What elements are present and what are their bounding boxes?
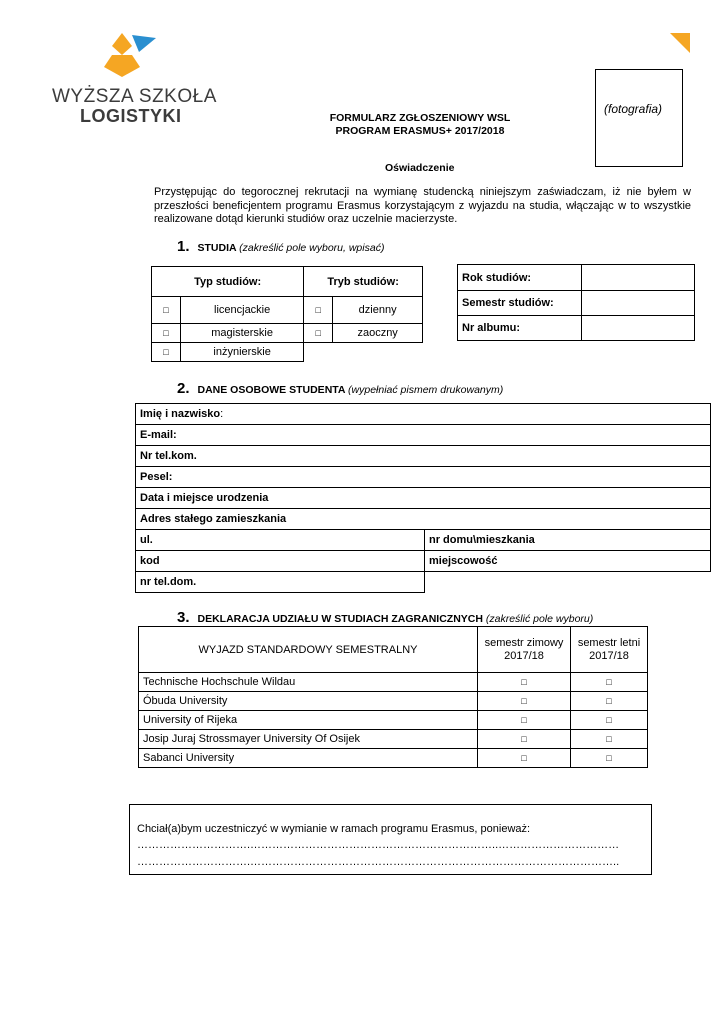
exchange-header: WYJAZD STANDARDOWY SEMESTRALNY (139, 627, 478, 673)
section3-number: 3. (177, 609, 190, 626)
summer-header (571, 627, 648, 673)
reason-line1[interactable]: ………………………….…………………………………………………………..…………………………… (137, 839, 620, 851)
field-name[interactable] (136, 404, 711, 425)
field-postcode[interactable]: kod (136, 551, 425, 572)
label-semestr-studiow: Semestr studiów: (458, 291, 582, 316)
reason-box[interactable] (129, 804, 652, 875)
type-licencjackie: licencjackie (181, 297, 304, 324)
form-title-line2: PROGRAM ERASMUS+ 2017/2018 (335, 125, 505, 137)
field-street[interactable]: ul. (136, 530, 425, 551)
field-semestr-studiow[interactable] (582, 291, 695, 316)
checkbox-summer[interactable]: □ (571, 673, 648, 692)
mode-zaoczny: zaoczny (333, 324, 423, 343)
field-nr-albumu[interactable] (582, 316, 695, 341)
field-city[interactable]: miejscowość (425, 551, 711, 572)
checkbox-winter[interactable]: □ (478, 711, 571, 730)
logo-line1: WYŻSZA SZKOŁA (52, 86, 217, 107)
section3-hint: (zakreślić pole wyboru) (485, 613, 594, 625)
logo-orange-shape-2 (104, 55, 122, 77)
section2-title: DANE OSOBOWE STUDENTA (197, 384, 346, 396)
declaration-title: Oświadczenie (385, 162, 455, 174)
mode-header: Tryb studiów: (304, 267, 423, 297)
section3-title: DEKLARACJA UDZIAŁU W STUDIACH ZAGRANICZNYCH (197, 613, 483, 625)
field-house[interactable]: nr domu\mieszkania (425, 530, 711, 551)
field-home-phone[interactable]: nr tel.dom. (136, 572, 425, 593)
type-magisterskie: magisterskie (181, 324, 304, 343)
checkbox-summer[interactable]: □ (571, 711, 648, 730)
section1-number: 1. (177, 238, 190, 255)
checkbox-magisterskie[interactable]: □ (152, 324, 181, 343)
field-email[interactable]: E-mail: (136, 425, 711, 446)
university-name: Sabanci University (139, 749, 478, 768)
field-pesel[interactable]: Pesel: (136, 467, 711, 488)
logo-orange-shape (112, 33, 132, 55)
field-address[interactable]: Adres stałego zamieszkania (136, 509, 711, 530)
university-name: University of Rijeka (139, 711, 478, 730)
reason-label: Chciał(a)bym uczestniczyć w wymianie w ramach programu Erasmus, ponieważ: (137, 823, 531, 835)
university-name: Technische Hochschule Wildau (139, 673, 478, 692)
summer-header-line1: semestr letni (577, 636, 641, 649)
university-name: Óbuda University (139, 692, 478, 711)
checkbox-winter[interactable]: □ (478, 749, 571, 768)
mode-dzienny: dzienny (333, 297, 423, 324)
field-birth[interactable]: Data i miejsce urodzenia (136, 488, 711, 509)
reason-line2[interactable]: ………………………….……………………………………………………………………………………….. (137, 856, 620, 868)
section2-heading (177, 380, 503, 397)
label-rok-studiow: Rok studiów: (458, 265, 582, 291)
field-mobile[interactable]: Nr tel.kom. (136, 446, 711, 467)
checkbox-winter[interactable]: □ (478, 692, 571, 711)
field-rok-studiow[interactable] (582, 265, 695, 291)
checkbox-inzynierskie[interactable]: □ (152, 343, 181, 362)
label-name: Imię i nazwisko (140, 408, 221, 420)
photo-label: (fotografia) (604, 102, 663, 116)
school-logo (100, 33, 160, 81)
checkbox-zaoczny[interactable]: □ (304, 324, 333, 343)
summer-header-line2: 2017/18 (589, 649, 629, 662)
logo-line2: LOGISTYKI (80, 106, 182, 126)
study-info-table (457, 264, 695, 341)
winter-header (478, 627, 571, 673)
checkbox-winter[interactable]: □ (478, 730, 571, 749)
winter-header-line2: 2017/18 (504, 649, 544, 662)
declaration-text: Przystępując do tegorocznej rekrutacji na wymianę studencką niniejszym zaświadczam, iż nie byłem w przeszłości beneficjentem programu Erasmus korzystającym z wyjazdu na studia, włączając w to wszystkie realizowane dotąd kierunki studiów oraz uczelnie macierzyste. (154, 186, 691, 225)
logo-orange-shape-3 (122, 55, 140, 77)
checkbox-licencjackie[interactable]: □ (152, 297, 181, 324)
winter-header-line1: semestr zimowy (484, 636, 564, 649)
section1-title: STUDIA (197, 242, 237, 254)
type-inzynierskie: inżynierskie (181, 343, 304, 362)
personal-data-table (135, 403, 711, 593)
label-nr-albumu: Nr albumu: (458, 316, 582, 341)
checkbox-winter[interactable]: □ (478, 673, 571, 692)
section2-number: 2. (177, 380, 190, 397)
type-header: Typ studiów: (152, 267, 304, 297)
checkbox-summer[interactable]: □ (571, 730, 648, 749)
checkbox-dzienny[interactable]: □ (304, 297, 333, 324)
checkbox-summer[interactable]: □ (571, 692, 648, 711)
logo-blue-shape (132, 35, 156, 52)
study-type-table (151, 266, 423, 362)
form-title-line1: FORMULARZ ZGŁOSZENIOWY WSL (329, 112, 511, 124)
section1-heading (177, 238, 384, 255)
exchange-table (138, 626, 648, 768)
university-name: Josip Juraj Strossmayer University Of Osijek (139, 730, 478, 749)
checkbox-summer[interactable]: □ (571, 749, 648, 768)
corner-triangle-icon (670, 33, 692, 55)
label-name-colon: : (220, 408, 224, 420)
section3-heading (177, 609, 593, 626)
section1-hint: (zakreślić pole wyboru, wpisać) (239, 242, 385, 254)
section2-hint: (wypełniać pismem drukowanym) (348, 384, 504, 396)
